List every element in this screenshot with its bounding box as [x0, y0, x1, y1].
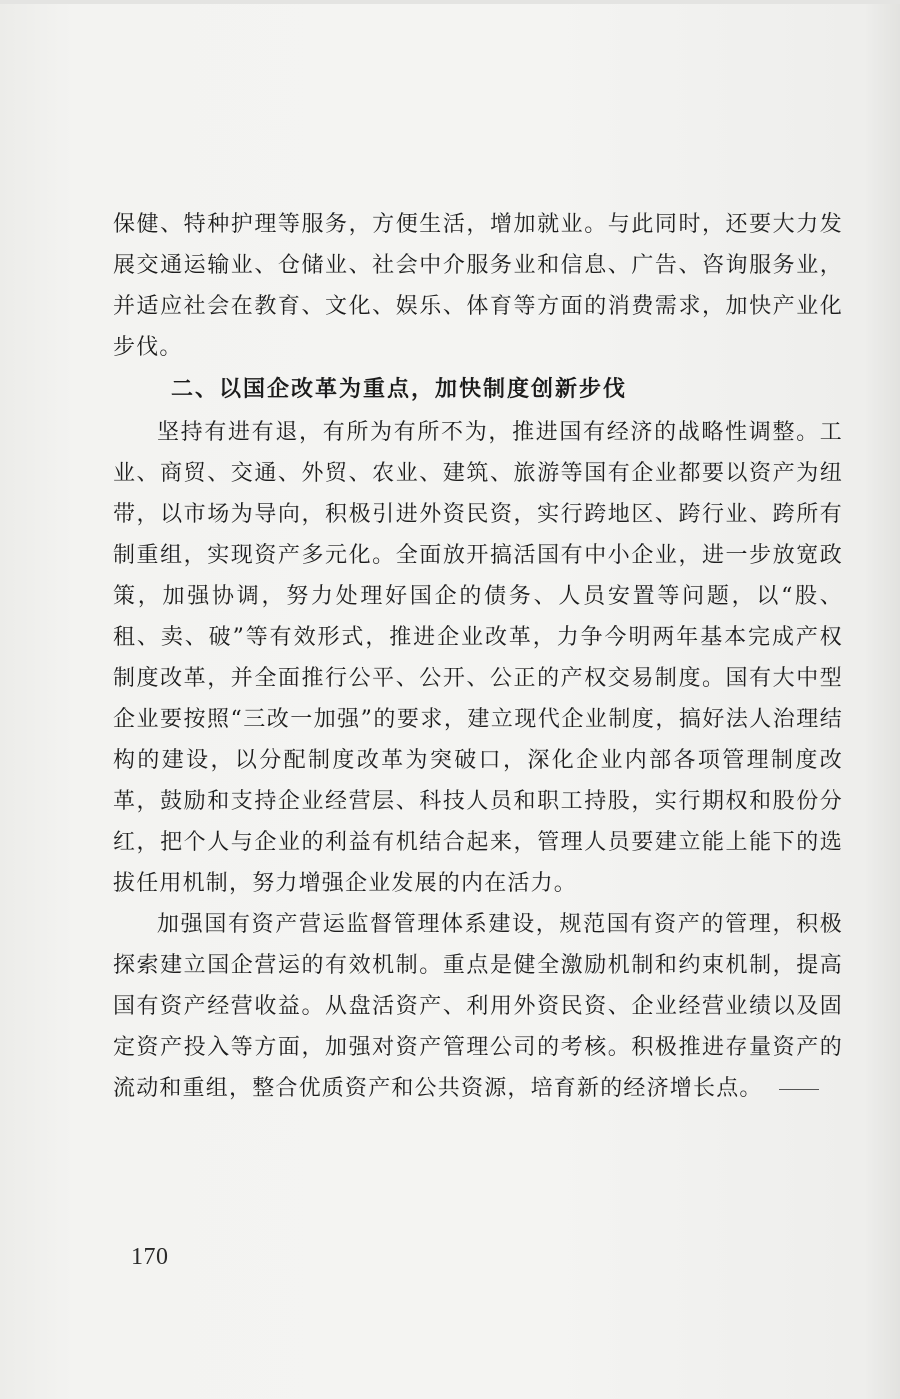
top-edge: [0, 0, 900, 4]
trailing-dash: [779, 1089, 819, 1090]
section-heading: 二、以国企改革为重点，加快制度创新步伐: [171, 377, 628, 402]
paragraph-state-enterprise-reform: 坚持有进有退，有所为有所不为，推进国有经济的战略性调整。工业、商贸、交通、外贸、农业、建筑、旅游等国有企业都要以资产为纽带，以市场为导向，积极引进外资民资，实行跨地区、跨行业、跨所有制重组，实现资产多元化。全面放开搞活国有中小企业，进一步放宽政策，加强协调，努力处理好国企的债务、人员安置等问题，以“股、租、卖、破”等有效形式，推进企业改革，力争今明两年基本完成产权制度改革，并全面推行公平、公开、公正的产权交易制度。国有大中型企业要按照“三改一加强”的要求，建立现代企业制度，搞好法人治理结构的建设，以分配制度改革为突破口，深化企业内部各项管理制度改革，鼓励和支持企业经营层、科技人员和职工持股，实行期权和股份分红，把个人与企业的利益有机结合起来，管理人员要建立能上能下的选拔任用机制，努力增强企业发展的内在活力。: [113, 420, 843, 896]
page-number: 170: [131, 1244, 169, 1270]
paragraph-asset-supervision: [113, 904, 843, 1109]
paragraph-continued: 保健、特种护理等服务，方便生活，增加就业。与此同时，还要大力发展交通运输业、仓储业、社会中介服务业和信息、广告、咨询服务业，并适应社会在教育、文化、娱乐、体育等方面的消费需求，加快产业化步伐。: [113, 212, 843, 360]
body-text: [113, 204, 843, 1109]
paragraph-asset-supervision-text: 加强国有资产营运监督管理体系建设，规范国有资产的管理，积极探索建立国企营运的有效机制。重点是健全激励机制和约束机制，提高国有资产经营收益。从盘活资产、利用外资民资、企业经营业绩以及固定资产投入等方面，加强对资产管理公司的考核。积极推进存量资产的流动和重组，整合优质资产和公共资源，培育新的经济增长点。: [113, 912, 843, 1101]
